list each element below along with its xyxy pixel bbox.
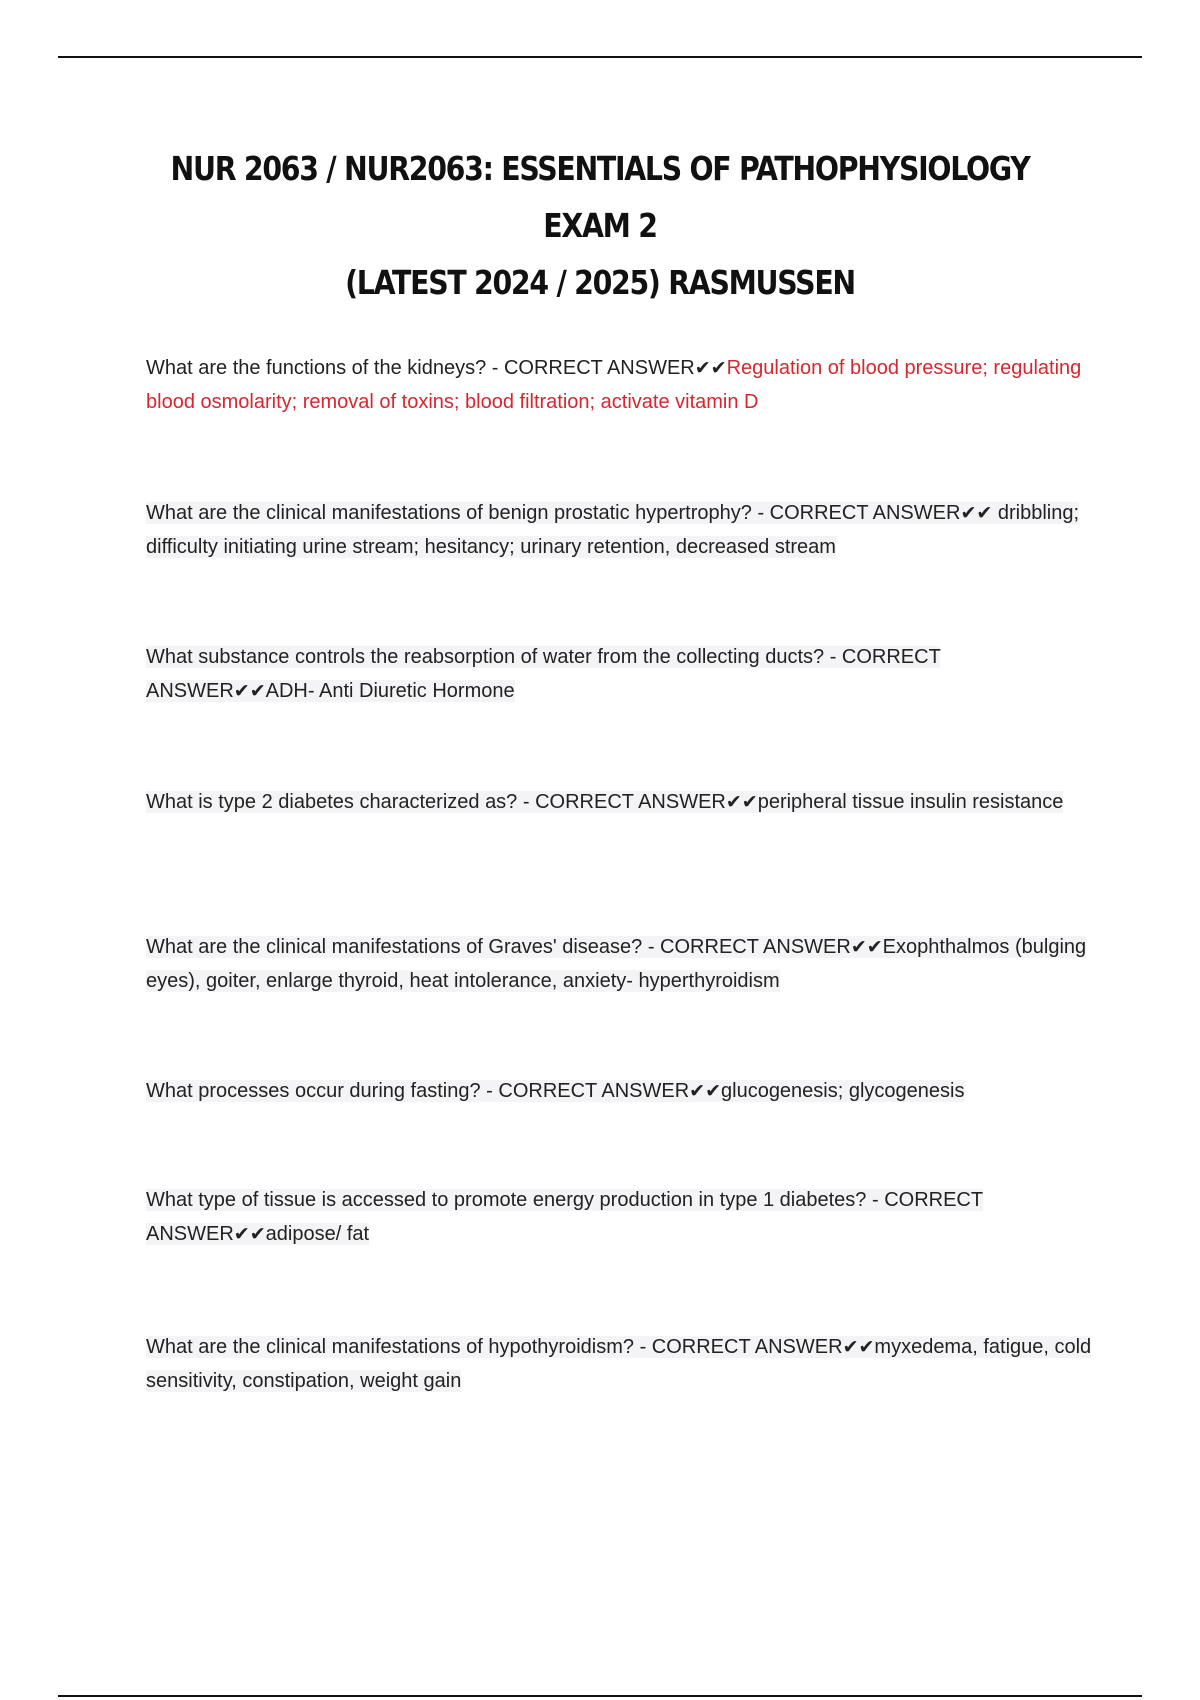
question-text: What is type 2 diabetes characterized as? [146, 791, 518, 813]
top-rule [58, 56, 1142, 58]
qa-item-type-1-diabetes-tissue [146, 1183, 1096, 1251]
title-line-1: NUR 2063 / NUR2063: ESSENTIALS OF PATHOPHYSIOLOGY EXAM 2 [170, 149, 1030, 245]
bottom-rule [58, 1695, 1142, 1697]
answer-text: glucogenesis; glycogenesis [721, 1080, 965, 1102]
answer-text: Exophthalmos (bulging eyes), goiter, enlarge thyroid, heat intolerance, anxiety- hyperthyroidism [146, 936, 1087, 992]
answer-text: ADH- Anti Diuretic Hormone [265, 680, 515, 702]
qa-item-water-reabsorption [146, 640, 1096, 708]
qa-item-hypothyroidism [146, 1330, 1096, 1398]
qa-item-kidney-functions [146, 351, 1096, 419]
double-check-icon: ✔✔ [694, 357, 727, 379]
answer-marker: - CORRECT ANSWER [522, 791, 726, 813]
double-check-icon: ✔✔ [233, 680, 266, 702]
answer-marker: - CORRECT ANSWER [757, 502, 961, 524]
question-text: What are the functions of the kidneys? [146, 357, 487, 379]
answer-marker: - CORRECT ANSWER [146, 1189, 983, 1245]
answer-marker: - CORRECT ANSWER [146, 646, 941, 702]
qa-item-type-2-diabetes [146, 785, 1096, 819]
qa-item-bph-manifestations [146, 496, 1096, 564]
qa-item-fasting-processes [146, 1074, 1096, 1108]
answer-marker: - CORRECT ANSWER [491, 357, 695, 379]
question-text: What processes occur during fasting? [146, 1080, 481, 1102]
question-text: What are the clinical manifestations of hypothyroidism? [146, 1336, 635, 1358]
double-check-icon: ✔✔ [725, 791, 758, 813]
title-line-2: (LATEST 2024 / 2025) RASMUSSEN [345, 263, 855, 302]
question-text: What type of tissue is accessed to promote energy production in type 1 diabetes? [146, 1189, 867, 1211]
answer-marker: - CORRECT ANSWER [639, 1336, 843, 1358]
question-text: What substance controls the reabsorption of water from the collecting ducts? [146, 646, 825, 668]
document-title [170, 140, 1030, 311]
question-text: What are the clinical manifestations of benign prostatic hypertrophy? [146, 502, 752, 524]
answer-text: dribbling; difficulty initiating urine stream; hesitancy; urinary retention, decreased stream [146, 502, 1080, 558]
double-check-icon: ✔✔ [689, 1080, 721, 1102]
answer-marker: - CORRECT ANSWER [486, 1080, 690, 1102]
answer-text: peripheral tissue insulin resistance [757, 791, 1064, 813]
question-text: What are the clinical manifestations of Graves' disease? [146, 936, 643, 958]
answer-text: Regulation of blood pressure; regulating blood osmolarity; removal of toxins; blood filtration; activate vitamin D [146, 357, 1082, 413]
double-check-icon: ✔✔ [233, 1223, 266, 1245]
double-check-icon: ✔✔ [960, 502, 993, 524]
answer-marker: - CORRECT ANSWER [647, 936, 851, 958]
double-check-icon: ✔✔ [850, 936, 883, 958]
double-check-icon: ✔✔ [842, 1336, 875, 1358]
qa-item-graves-disease [146, 930, 1096, 998]
answer-text: myxedema, fatigue, cold sensitivity, constipation, weight gain [146, 1336, 1092, 1392]
answer-text: adipose/ fat [265, 1223, 370, 1245]
